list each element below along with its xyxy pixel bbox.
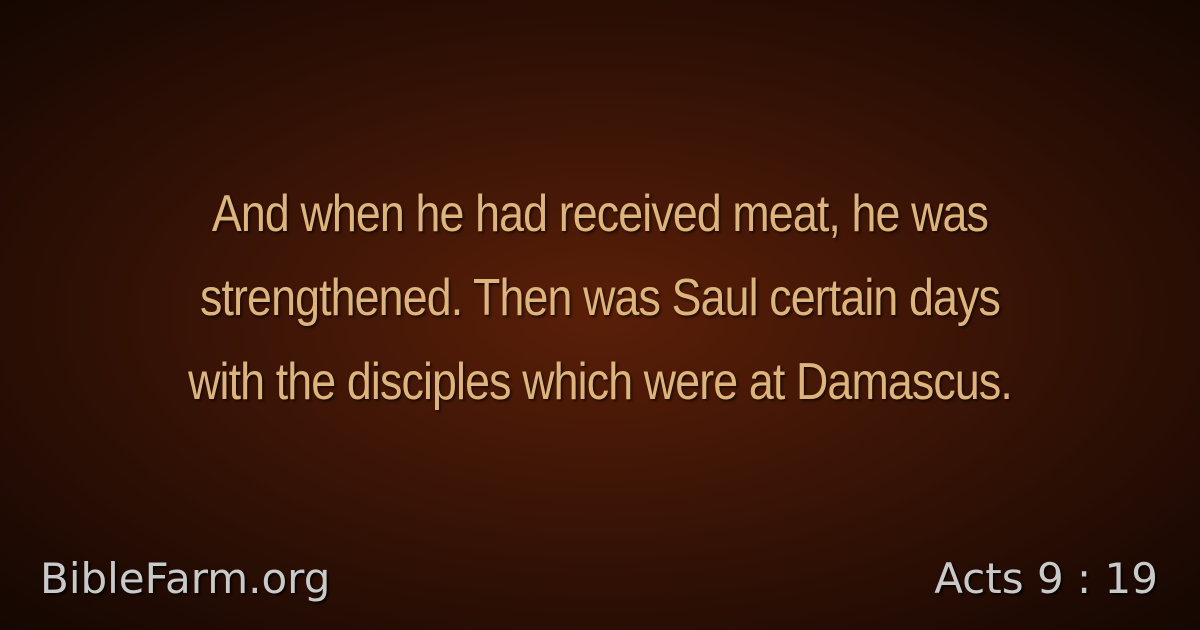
site-brand: BibleFarm.org: [40, 554, 331, 603]
verse-reference: Acts 9 : 19: [934, 554, 1158, 603]
verse-line-3: with the disciples which were at Damascus.: [188, 353, 1012, 411]
verse-line-2: strengthened. Then was Saul certain days: [199, 269, 1001, 327]
verse-text: [127, 172, 1073, 424]
verse-line-1: And when he had received meat, he was: [211, 185, 989, 243]
